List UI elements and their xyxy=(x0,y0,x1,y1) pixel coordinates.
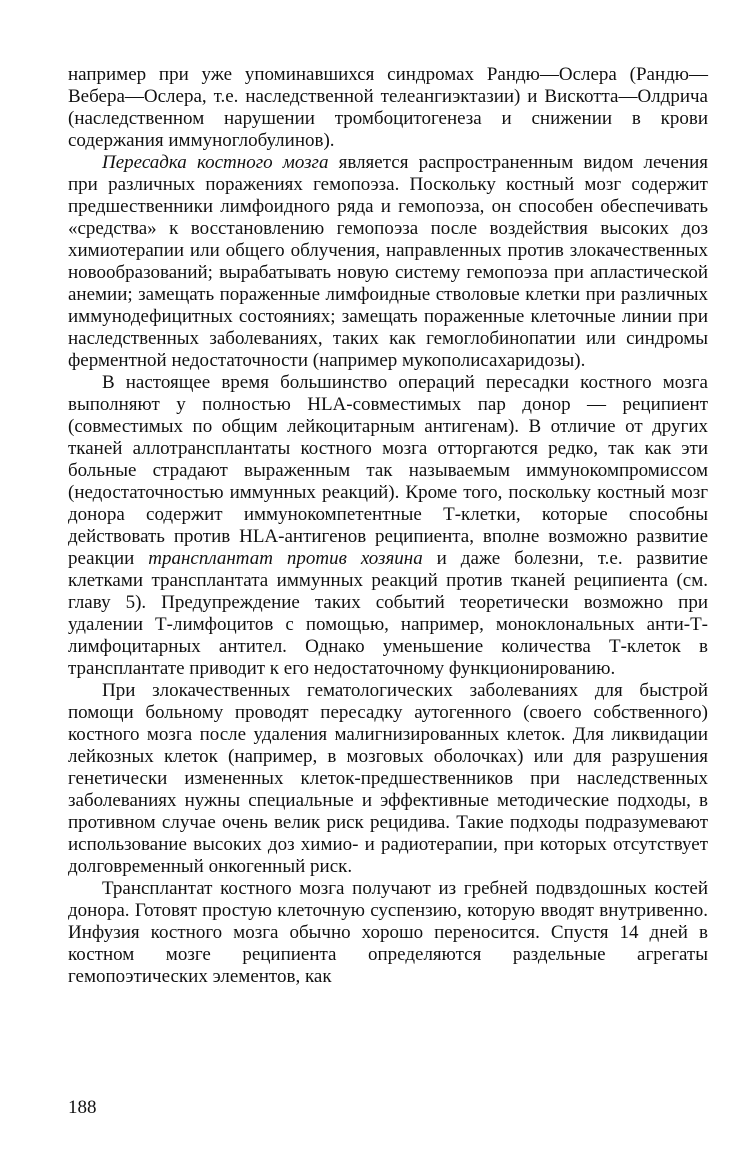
paragraph-5-text: Трансплантат костного мозга получают из гребней подвздошных костей донора. Готовят простую клеточную суспензию, которую вводят внутривенно. Инфузия костного мозга обычно хорошо переносится. Спустя 14 дней в костном мозге реципиента определяются раздельные агрегаты гемопоэтических элементов, как xyxy=(68,878,708,987)
page-body xyxy=(68,64,708,988)
paragraph-4 xyxy=(68,680,708,878)
paragraph-3-term: трансплантат против хозяина xyxy=(148,548,423,569)
paragraph-2 xyxy=(68,152,708,372)
paragraph-4-text: При злокачественных гематологических заболеваниях для быстрой помощи больному проводят пересадку аутогенного (своего собственного) костного мозга после удаления малигнизированных клеток. Для ликвидации лейкозных клеток (например, в мозговых оболочках) или для разрушения генетически измененных клеток-предшественников при наследственных заболеваниях нужны специальные и эффективные методические подходы, в противном случае очень велик риск рецидива. Такие подходы подразумевают использование высоких доз химио- и радиотерапии, при которых отсутствует долговременный онкогенный риск. xyxy=(68,680,708,877)
paragraph-1-text: например при уже упоминавшихся синдромах Рандю—Ослера (Рандю—Вебера—Ослера, т.е. наследственной телеангиэктазии) и Вискотта—Олдрича (наследственном нарушении тромбоцитогенеза и снижении в крови содержания иммуноглобулинов). xyxy=(68,64,708,151)
paragraph-1 xyxy=(68,64,708,152)
paragraph-5 xyxy=(68,878,708,988)
paragraph-2-text: является распространенным видом лечения при различных поражениях гемопоэза. Поскольку костный мозг содержит предшественники лимфоидного ряда и гемопоэза, он способен обеспечивать «средства» к восстановлению гемопоэза после воздействия высоких доз химиотерапии или общего облучения, направленных против злокачественных новообразований; вырабатывать новую систему гемопоэза при апластической анемии; замещать пораженные лимфоидные стволовые клетки при различных иммунодефицитных состояниях; замещать пораженные клеточные линии при наследственных заболеваниях, таких как гемоглобинопатии или синдромы ферментной недостаточности (например мукополисахаридозы). xyxy=(68,152,708,371)
paragraph-3-tail: и даже болезни, т.е. развитие клетками трансплантата иммунных реакций против тканей реципиента (см. главу 5). Предупреждение таких событий теоретически возможно при удалении Т-лимфоцитов с помощью, например, моноклональных анти-Т-лимфоцитарных антител. Однако уменьшение количества Т-клеток в трансплантате приводит к его недостаточному функционированию. xyxy=(68,548,708,679)
page-number: 188 xyxy=(68,1097,97,1118)
paragraph-2-term: Пересадка костного мозга xyxy=(102,152,329,173)
paragraph-3-text: В настоящее время большинство операций пересадки костного мозга выполняют у полностью HLA-совместимых пар донор — реципиент (совместимых по общим лейкоцитарным антигенам). В отличие от других тканей аллотрансплантаты костного мозга отторгаются редко, так как эти больные страдают выраженным так называемым иммунокомпромиссом (недостаточностью иммунных реакций). Кроме того, поскольку костный мозг донора содержит иммунокомпетентные Т-клетки, которые способны действовать против HLA-антигенов реципиента, вполне возможно развитие реакции xyxy=(68,372,708,569)
paragraph-3 xyxy=(68,372,708,680)
